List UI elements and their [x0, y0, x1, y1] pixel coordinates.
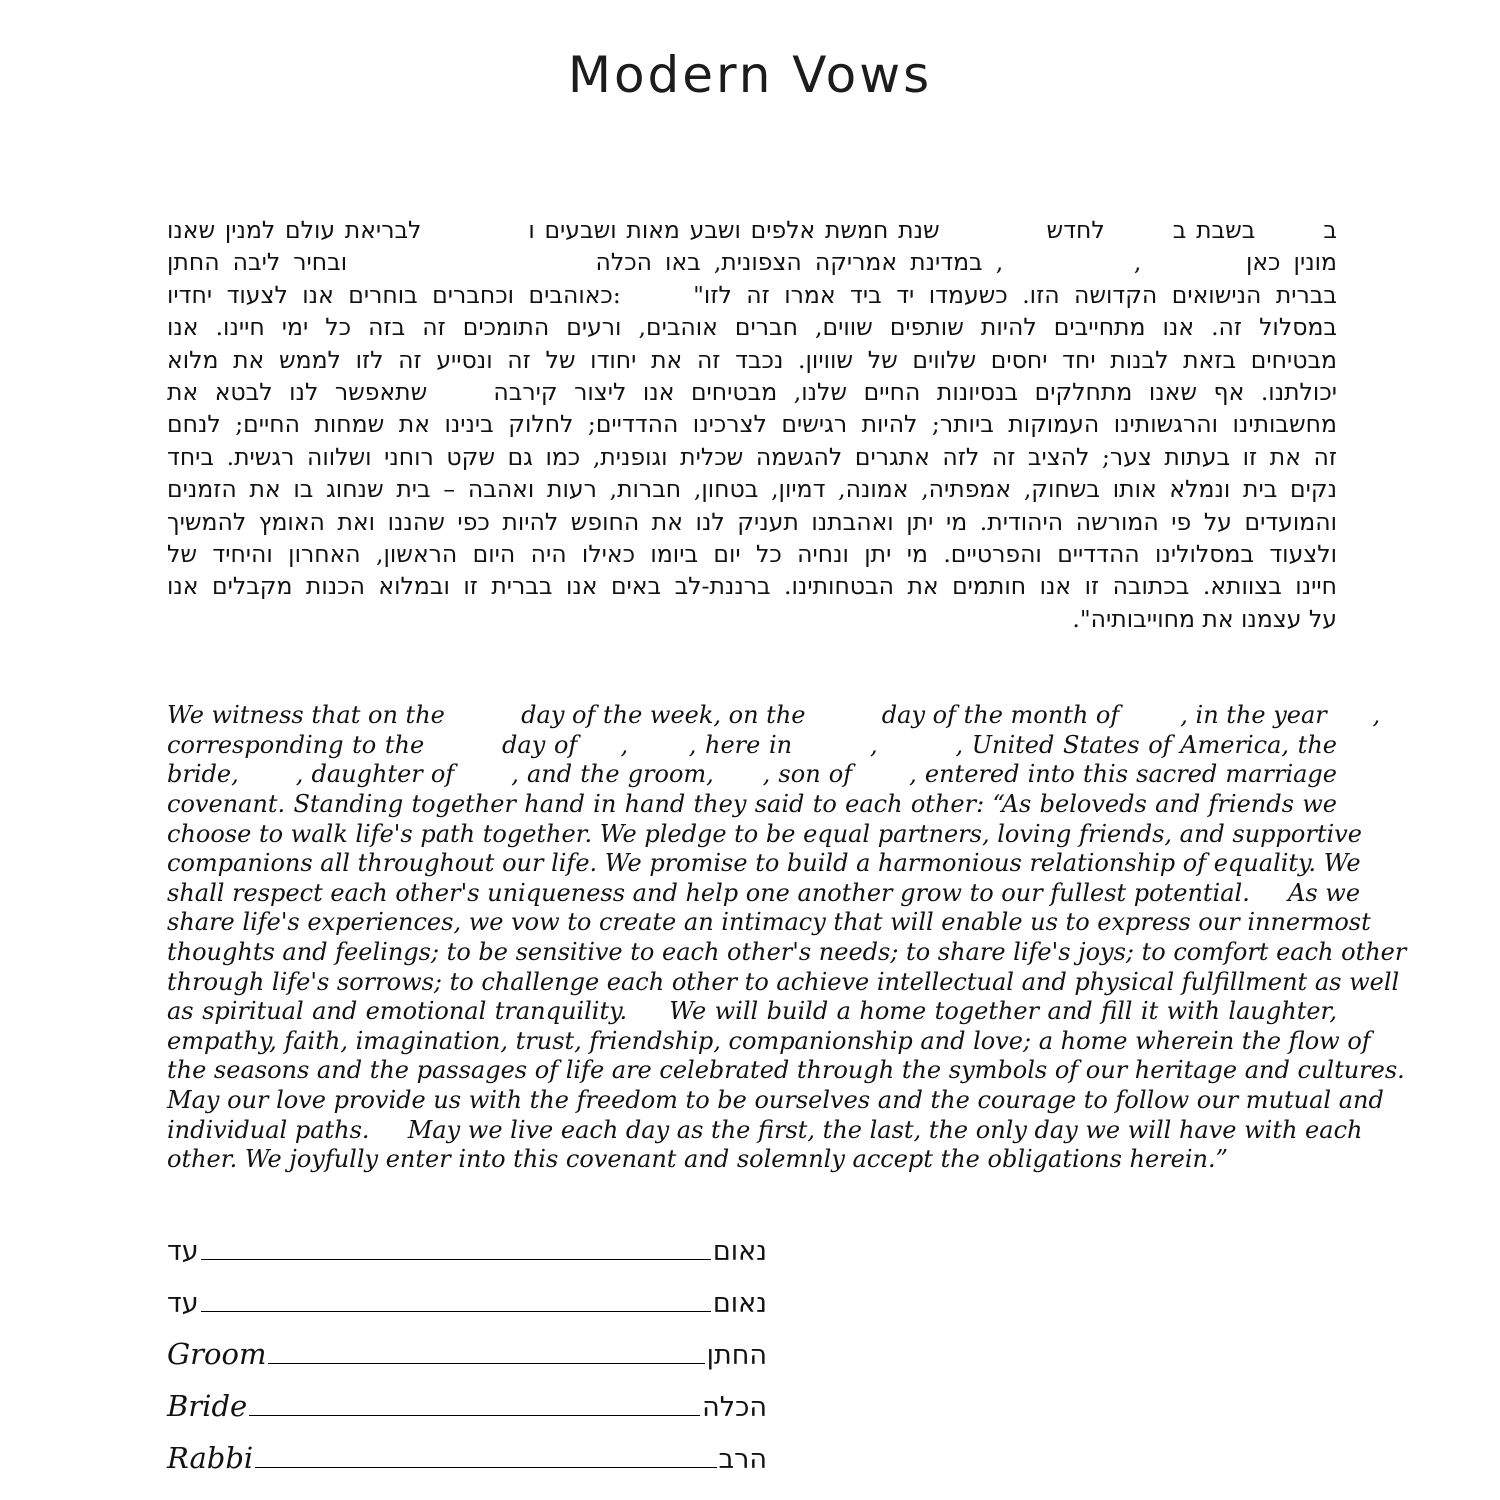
bride-label: Bride	[167, 1388, 248, 1423]
english-text-line: We witness that on the day of the week, on the day of the month of , in the year ,	[167, 701, 1381, 730]
english-text-line: shall respect each other's uniqueness and help one another grow to our fullest potential. As we	[167, 878, 1361, 907]
hebrew-text-line: חיינו בצוותא. בכתובה זו אנו חותמים את הבטחותינו. ברננת-לב באים אנו בברית זו ובמלוא הכנות מקבלים אנו	[167, 572, 1337, 601]
hebrew-text-line: זה את זו בעתות צער; להציב זה לזה אתגרים להגשמה שכלית וגופנית, כמו גם שקט רוחני ושלווה רגשית. ביחד	[167, 442, 1337, 471]
hebrew-vows-text	[167, 214, 1337, 635]
witness-2-label-ed: עד	[167, 1287, 199, 1319]
hebrew-text-line: והמועדים על פי המורשה היהודית. מי יתן ואהבתנו תעניק לנו את החופש להיות כפי שהננו ואת האומץ להמשיך	[167, 507, 1337, 536]
english-text-line: other. We joyfully enter into this covenant and solemnly accept the obligations herein.”	[167, 1145, 1228, 1174]
english-text-line: individual paths. May we live each day as the first, the last, the only day we will have with each	[167, 1115, 1363, 1144]
english-text-line: as spiritual and emotional tranquility. We will build a home together and fill it with laughter,	[167, 997, 1337, 1026]
rabbi-label-hebrew: הרב	[718, 1443, 767, 1475]
witness-2-signature-line[interactable]	[201, 1311, 711, 1312]
rabbi-label: Rabbi	[167, 1440, 254, 1475]
hebrew-text-line: יכולתנו. אף שאנו מתחלקים בנסיונות החיים שלנו, מבטיחים אנו ליצור קירבה שתאפשר לנו לבטא את	[167, 378, 1337, 407]
english-text-line: empathy, faith, imagination, trust, friendship, companionship and love; a home wherein the flow of	[167, 1026, 1371, 1055]
hebrew-text-line: בברית הנישואים הקדושה הזו. כשעמדו יד ביד אמרו זה לזו" :כאוהבים וכחברים בוחרים אנו לצעוד יחדיו	[167, 280, 1337, 309]
rabbi-signature-row	[167, 1435, 767, 1475]
hebrew-text-line: נקים בית ונמלא אותו בשחוק, אמפתיה, אמונה, דמיון, בטחון, חברות, רעות ואהבה – בית שנחוג בו את הזמנים	[167, 475, 1337, 504]
english-text-line: thoughts and feelings; to be sensitive to each other's needs; to share life's joys; to comfort each other	[167, 938, 1407, 967]
document-title: Modern Vows	[567, 46, 933, 104]
english-text-line: companions all throughout our life. We promise to build a harmonious relationship of equality. We	[167, 849, 1361, 878]
groom-signature-line[interactable]	[268, 1363, 704, 1364]
english-text-line: bride, , daughter of , and the groom, , son of , entered into this sacred marriage	[167, 760, 1337, 789]
groom-signature-row	[167, 1331, 767, 1371]
english-text-line: covenant. Standing together hand in hand they said to each other: “As beloveds and friends we	[167, 790, 1337, 819]
english-vows-text	[167, 701, 1407, 1175]
hebrew-text-line: ב בשבת ב לחדש שנת חמשת אלפים ושבע מאות ושבעים ו לבריאת עולם למנין שאנו	[167, 216, 1337, 244]
hebrew-text-line: מבטיחים בזאת לבנות יחד יחסים שלווים של שוויון. נכבד זה את יחודו של זה ונסייע זה לזו לממש את מלוא	[167, 345, 1337, 374]
english-text-line: choose to walk life's path together. We pledge to be equal partners, loving friends, and supportive	[167, 819, 1362, 848]
groom-label: Groom	[167, 1336, 267, 1371]
signature-block	[167, 1227, 767, 1475]
english-text-line: the seasons and the passages of life are celebrated through the symbols of our heritage and cultures.	[167, 1056, 1405, 1085]
hebrew-text-line: במסלול זה. אנו מתחייבים להיות שותפים שווים, חברים אוהבים, ורעים התומכים זה בזה כל ימי חיינו. אנו	[167, 313, 1337, 342]
witness-2-label-neum: נאום	[712, 1287, 767, 1319]
hebrew-text-line: מונין כאן , , במדינת אמריקה הצפונית, באו הכלה ובחיר ליבה החתן	[167, 248, 1337, 277]
english-text-line: through life's sorrows; to challenge each other to achieve intellectual and physical fulfillment as well	[167, 967, 1400, 996]
witness-1-label-ed: עד	[167, 1235, 199, 1267]
hebrew-text-line: על עצמנו את מחוייבותיה".	[1072, 604, 1337, 633]
english-text-line: May our love provide us with the freedom to be ourselves and the courage to follow our mutual and	[167, 1086, 1384, 1114]
witness-1-signature-line[interactable]	[201, 1259, 711, 1260]
hebrew-text-line: ולצעוד במסלולינו ההדדיים והפרטיים. מי יתן ונחיה כל יום ביומו כאילו היה היום הראשון, האחרון והיחיד של	[167, 540, 1337, 569]
english-text-line: share life's experiences, we vow to create an intimacy that will enable us to express our innermost	[167, 908, 1371, 937]
bride-signature-row	[167, 1383, 767, 1423]
witness-1-label-neum: נאום	[712, 1235, 767, 1267]
groom-label-hebrew: החתן	[706, 1339, 767, 1371]
english-text-line: corresponding to the day of , , here in , , United States of America, the	[167, 730, 1337, 759]
witness-2-row	[167, 1279, 767, 1319]
rabbi-signature-line[interactable]	[255, 1467, 716, 1468]
bride-label-hebrew: הכלה	[702, 1391, 767, 1423]
witness-1-row	[167, 1227, 767, 1267]
hebrew-text-line: מחשבותינו והרגשותינו העמוקות ביותר; להיות רגישים לצרכינו ההדדיים; לחלוק בינינו את שמחות החיים; לנחם	[167, 410, 1337, 439]
bride-signature-line[interactable]	[249, 1415, 700, 1416]
